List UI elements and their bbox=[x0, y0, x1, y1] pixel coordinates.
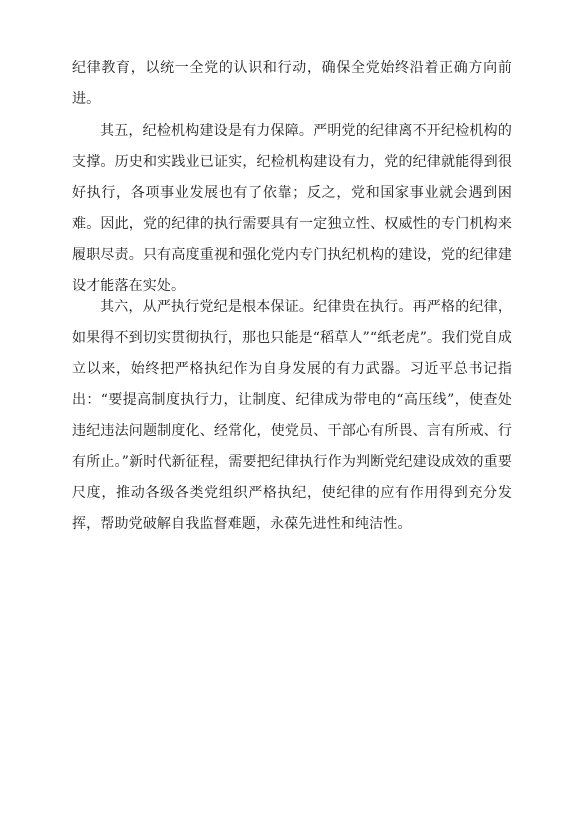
paragraph-point-six: 其六，从严执行党纪是根本保证。纪律贵在执行。再严格的纪律，如果得不到切实贯彻执行，那也只能是“稻草人”“纸老虎”。我们党自成立以来，始终把严格执纪作为自身发展的有力武器。习近平总书记指出：“要提高制度执行力，让制度、纪律成为带电的“高压线”，使查处违纪违法问题制度化、经常化，使党员、干部心有所畏、言有所戒、行有所止。”新时代新征程，需要把纪律执行作为判断党纪建设成效的重要尺度，推动各级各类党组织严格执纪，使纪律的应有作用得到充分发挥，帮助党破解自我监督难题，永葆先进性和纯洁性。 bbox=[72, 299, 512, 532]
paragraph-point-five: 其五，纪检机构建设是有力保障。严明党的纪律离不开纪检机构的支撑。历史和实践业已证实，纪检机构建设有力，党的纪律就能得到很好执行，各项事业发展也有了依靠；反之，党和国家事业就会遇到困难。因此，党的纪律的执行需要具有一定独立性、权威性的专门机构来履职尽责。只有高度重视和强化党内专门执纪机构的建设，党的纪律建设才能落在实处。 bbox=[72, 123, 512, 294]
paragraph-continuation: 纪律教育，以统一全党的认识和行动，确保全党始终沿着正确方向前进。 bbox=[72, 60, 512, 107]
